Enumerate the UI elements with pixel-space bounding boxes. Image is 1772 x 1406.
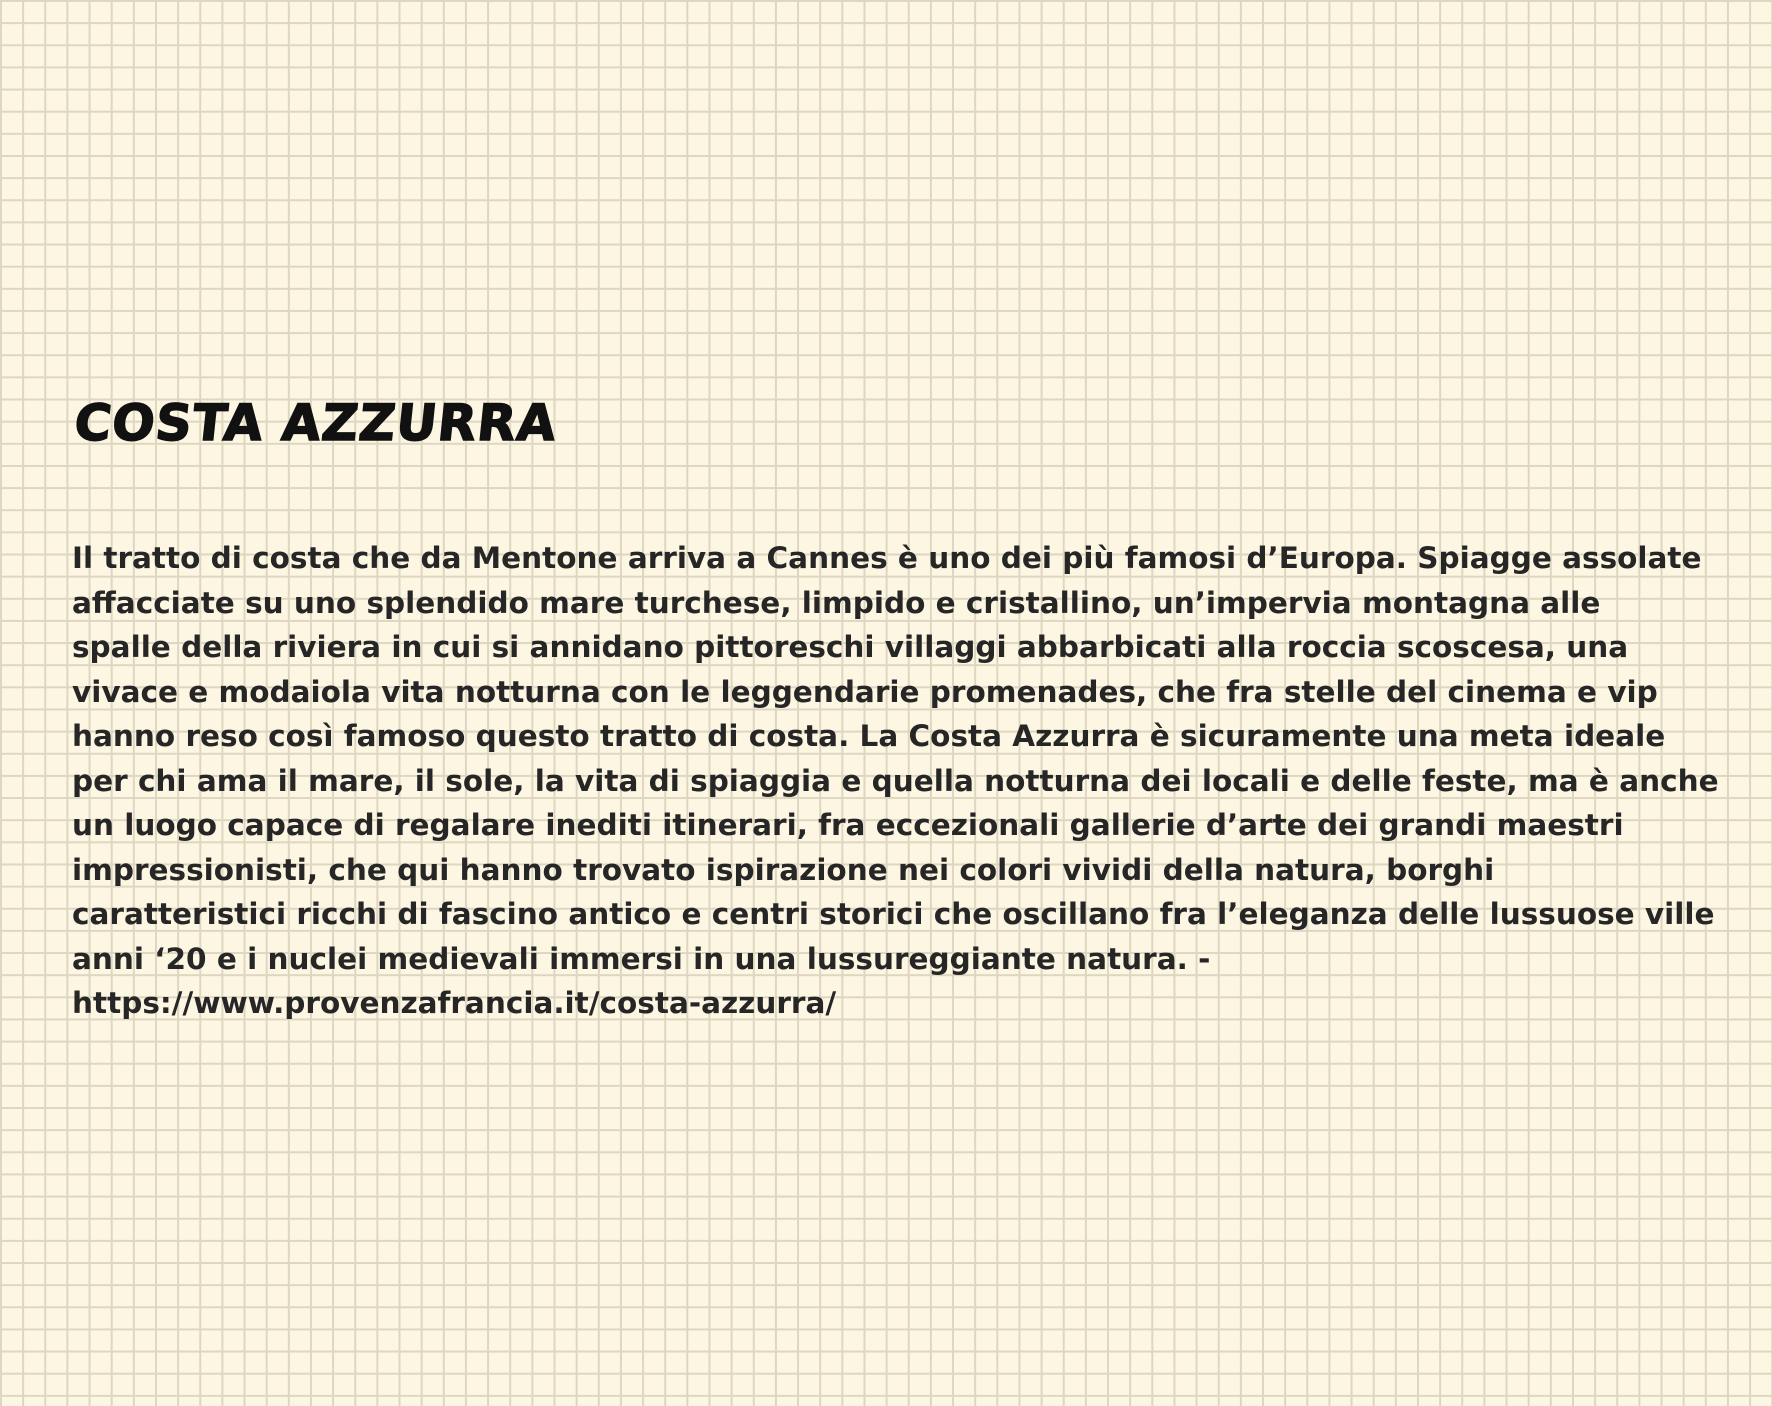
- paragraph-line: hanno reso così famoso questo tratto di costa. La Costa Azzurra è sicuramente una meta ideale: [72, 719, 1666, 753]
- source-link[interactable]: https://www.provenzafrancia.it/costa-azzurra/: [72, 986, 837, 1020]
- page-title: COSTA AZZURRA: [71, 394, 560, 452]
- body-paragraph: [72, 536, 1719, 1026]
- paragraph-line: per chi ama il mare, il sole, la vita di spiaggia e quella notturna dei locali e delle feste, ma è anche: [72, 763, 1719, 798]
- paragraph-line: impressionisti, che qui hanno trovato ispirazione nei colori vividi della natura, borghi: [72, 852, 1495, 887]
- paragraph-line: Il tratto di costa che da Mentone arriva a Cannes è uno dei più famosi d’Europa. Spiagge assolate: [72, 541, 1702, 575]
- paragraph-line: vivace e modaiola vita notturna con le leggendarie promenades, che fra stelle del cinema e vip: [72, 674, 1658, 709]
- paragraph-line: spalle della riviera in cui si annidano pittoreschi villaggi abbarbicati alla roccia scoscesa, una: [72, 630, 1629, 664]
- paragraph-line: anni ‘20 e i nuclei medievali immersi in una lussureggiante natura. -: [72, 941, 1211, 976]
- paragraph-line: un luogo capace di regalare inediti itinerari, fra eccezionali gallerie d’arte dei grandi maestri: [72, 808, 1624, 842]
- paragraph-line: affacciate su uno splendido mare turchese, limpido e cristallino, un’impervia montagna alle: [72, 585, 1601, 620]
- paragraph-line: caratteristici ricchi di fascino antico e centri storici che oscillano fra l’eleganza delle lussuose ville: [72, 897, 1715, 931]
